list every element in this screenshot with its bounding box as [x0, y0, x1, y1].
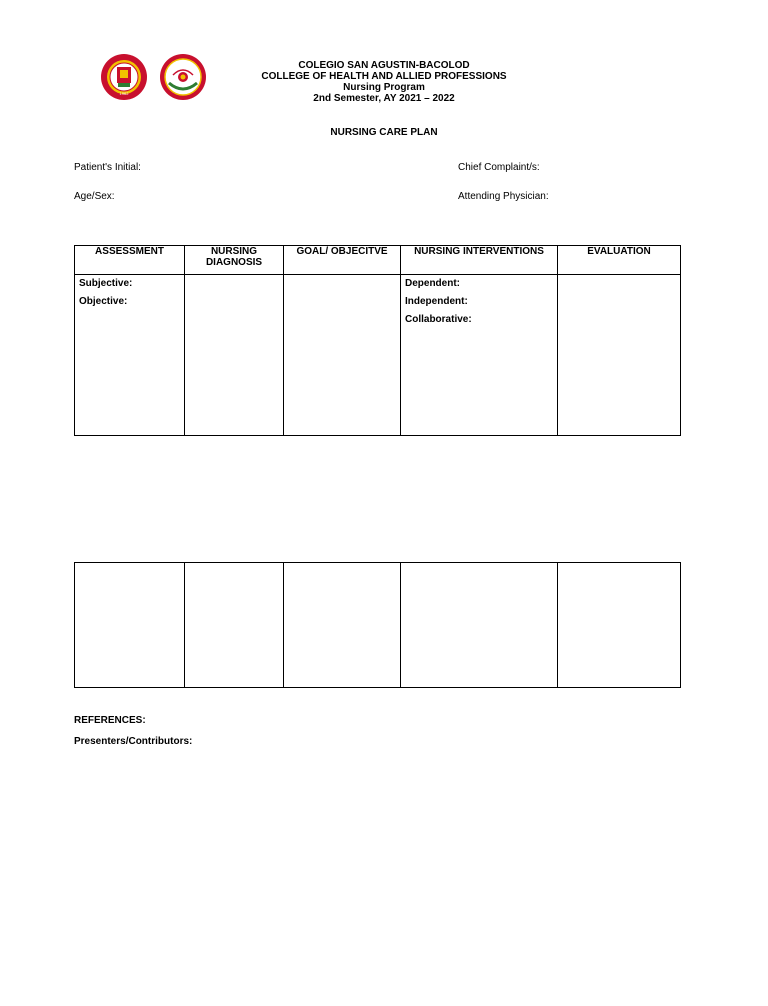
- care-plan-table: [74, 245, 681, 436]
- column-header: NURSING DIAGNOSIS: [185, 246, 284, 275]
- evaluation-cell[interactable]: [558, 275, 681, 436]
- column-header: NURSING INTERVENTIONS: [401, 246, 558, 275]
- column-header: ASSESSMENT: [75, 246, 185, 275]
- college-name: COLLEGE OF HEALTH AND ALLIED PROFESSIONS: [261, 71, 507, 82]
- collaborative-label: Collaborative:: [405, 314, 472, 325]
- evaluation-cell[interactable]: [558, 563, 681, 688]
- page-title: NURSING CARE PLAN: [330, 127, 438, 138]
- diagnosis-cell[interactable]: [185, 563, 284, 688]
- diagnosis-cell[interactable]: [185, 275, 284, 436]
- patient-initial-label: Patient's Initial:: [74, 162, 141, 173]
- chief-complaint-label: Chief Complaint/s:: [458, 162, 540, 173]
- table-row: [75, 563, 681, 688]
- presenters-label: Presenters/Contributors:: [74, 736, 193, 747]
- interventions-cell[interactable]: [401, 275, 558, 436]
- dependent-label: Dependent:: [405, 278, 460, 289]
- assessment-cell[interactable]: [75, 563, 185, 688]
- objective-label: Objective:: [79, 296, 128, 307]
- interventions-cell[interactable]: [401, 563, 558, 688]
- semester-term: 2nd Semester, AY 2021 – 2022: [313, 93, 455, 104]
- school-seal-logo: [100, 53, 148, 101]
- table-header-row: [75, 246, 681, 275]
- seal-year-text: 1962: [119, 91, 129, 96]
- document-header: [200, 60, 568, 104]
- attending-physician-label: Attending Physician:: [458, 191, 549, 202]
- age-sex-label: Age/Sex:: [74, 191, 115, 202]
- school-name: COLEGIO SAN AGUSTIN-BACOLOD: [298, 60, 470, 71]
- column-header: GOAL/ OBJECITVE: [284, 246, 401, 275]
- column-header: EVALUATION: [558, 246, 681, 275]
- goal-cell[interactable]: [284, 563, 401, 688]
- program-name: Nursing Program: [343, 82, 425, 93]
- goal-cell[interactable]: [284, 275, 401, 436]
- independent-label: Independent:: [405, 296, 468, 307]
- care-plan-continuation-table: [74, 562, 681, 688]
- assessment-cell[interactable]: [75, 275, 185, 436]
- references-label: REFERENCES:: [74, 715, 146, 726]
- subjective-label: Subjective:: [79, 278, 133, 289]
- table-row: [75, 275, 681, 436]
